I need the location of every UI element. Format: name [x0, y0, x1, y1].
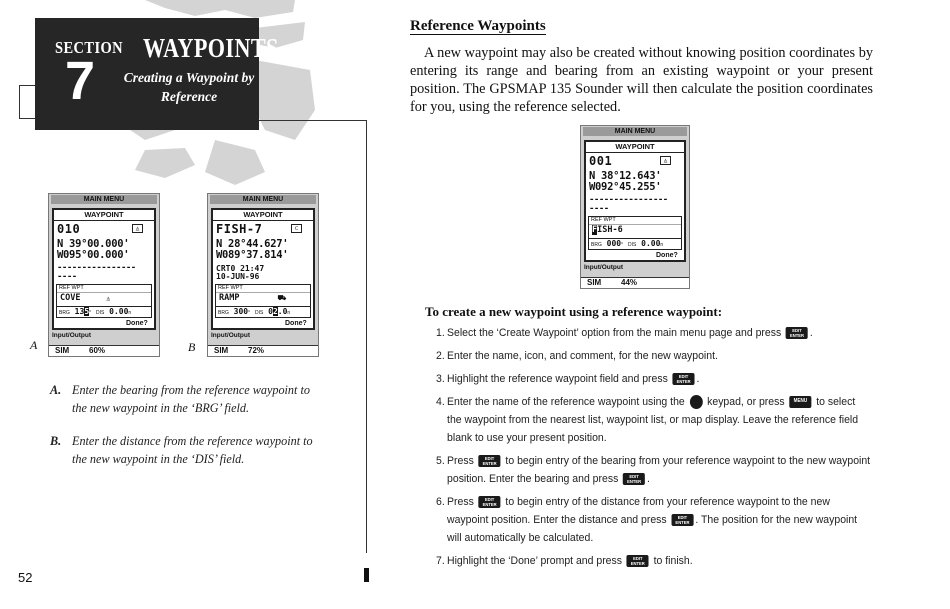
column-divider [366, 120, 367, 553]
reference-waypoint-box [215, 284, 311, 318]
step-4 [436, 393, 872, 447]
done-prompt[interactable]: Done? [126, 320, 148, 327]
step-number: 4. [436, 396, 445, 408]
dis-label: DIS [627, 242, 637, 248]
edit-enter-key-icon: EDIT ENTER [786, 327, 808, 339]
dis-unit: n [287, 310, 291, 316]
menu-key-icon: MENU [789, 396, 811, 408]
intro-paragraph: A new waypoint may also be created without knowing position coordinates by entering its range and bearing from an existing waypoint or your present position. The GPSMAP 135 Sounder will then calculate the position coordinates for you, using the reference selected. [410, 45, 873, 115]
ref-wpt-label: REF WPT [589, 217, 681, 225]
dis-label: DIS [95, 310, 105, 316]
brg-unit: ° [248, 310, 251, 316]
longitude: W092°45.255' [589, 181, 662, 193]
step-number: 6. [436, 496, 445, 508]
dis-field[interactable] [268, 307, 290, 316]
section-heading: Reference Waypoints [410, 18, 546, 34]
step-number: 2. [436, 350, 445, 362]
brg-field[interactable] [75, 307, 91, 316]
brg-label: BRG [218, 310, 229, 316]
sim-label: SIM [214, 346, 229, 355]
section-title: WAYPOINTS [143, 33, 279, 63]
ref-name-rest: ISH-6 [597, 225, 623, 235]
edit-enter-key-icon: EDIT ENTER [479, 455, 501, 467]
brg-dis-row [216, 306, 310, 317]
figure-label-a: A [30, 338, 38, 352]
sim-status-bar [581, 277, 689, 288]
step-text-mid: to begin entry of the distance from your reference waypoint to the new waypoint position. Enter the distance and press [447, 496, 830, 526]
input-output-item: Input/Output [52, 332, 91, 339]
sim-status-bar [49, 345, 159, 356]
edit-enter-key-icon: EDIT ENTER [623, 473, 645, 485]
dis-value: 0.00 [641, 239, 661, 248]
ref-wpt-label: REF WPT [216, 285, 310, 293]
ref-symbol-icon: ◬ [106, 295, 111, 302]
done-prompt[interactable]: Done? [656, 252, 678, 259]
waypoint-window [584, 140, 686, 262]
brg-value: 300 [233, 307, 249, 316]
step-number: 3. [436, 373, 445, 385]
brg-field[interactable] [234, 307, 250, 316]
edit-enter-key-icon: EDIT ENTER [673, 373, 695, 385]
step-text: Press [447, 496, 474, 508]
dis-unit: n [660, 242, 664, 248]
step-5 [436, 452, 872, 488]
ref-wpt-name-text: RAMP [219, 293, 240, 303]
comment-line-2: ---- [57, 272, 77, 282]
brg-field[interactable] [607, 239, 623, 248]
ref-name-cursor: F [592, 225, 598, 235]
sim-value: 60% [89, 346, 106, 355]
sim-value: 44% [621, 278, 638, 287]
section-number: 7 [65, 51, 96, 111]
latitude: N 39°00.000' [57, 238, 130, 250]
brg-label: BRG [59, 310, 70, 316]
gps-screen-a [48, 193, 160, 357]
waypoint-window [52, 208, 156, 330]
ref-wpt-name[interactable] [589, 225, 681, 236]
caption-text: Enter the distance from the reference waypoint to the new waypoint in the ‘DIS’ field. [72, 434, 313, 466]
dis-label: DIS [254, 310, 264, 316]
caption-letter: B. [50, 434, 62, 448]
step-text: Select the ‘Create Waypoint’ option from the main menu page and press [447, 327, 782, 339]
brg-label: BRG [591, 242, 602, 248]
column-marker [364, 568, 369, 582]
section-header [35, 18, 279, 130]
step-text-end: . [809, 327, 813, 339]
sim-label: SIM [587, 278, 602, 287]
window-title: WAYPOINT [54, 210, 154, 221]
step-text-mid: to begin entry of the bearing from your reference waypoint to the new waypoint position. Enter the bearing and press [447, 455, 871, 485]
step-text: Enter the name, icon, and comment, for the new waypoint. [447, 350, 718, 362]
dis-unit: n [128, 310, 132, 316]
comment-line-1: ---------------- [589, 195, 668, 205]
dis-value-post: .0 [277, 307, 288, 316]
brg-dis-row [57, 306, 151, 317]
step-text-end: . [646, 473, 650, 485]
step-7 [436, 552, 872, 570]
step-text-end: . The position for the new waypoint will automatically be calculated. [447, 514, 858, 544]
longitude: W089°37.814' [216, 249, 289, 261]
reference-waypoint-box [588, 216, 682, 250]
dis-value-pre: 0 [268, 307, 273, 316]
done-prompt[interactable]: Done? [285, 320, 307, 327]
sim-value: 72% [248, 346, 265, 355]
waypoint-ident: 001 [589, 154, 613, 168]
step-text-mid: keypad, or press [707, 396, 785, 408]
dis-field[interactable] [109, 307, 131, 316]
dis-cursor: 2 [272, 307, 278, 316]
step-text: Highlight the ‘Done’ prompt and press [447, 555, 622, 567]
step-text: Press [447, 455, 474, 467]
waypoint-symbol-icon: ◬ [660, 156, 671, 165]
step-text: Highlight the reference waypoint field and press [447, 373, 668, 385]
waypoint-ident: 010 [57, 222, 81, 236]
comment-line-1: CRT0 21:47 [216, 264, 265, 273]
comment-line-1: ---------------- [57, 263, 136, 273]
step-2 [436, 347, 872, 365]
fish-symbol-icon: ⊂ [291, 224, 302, 233]
input-output-item: Input/Output [584, 264, 623, 271]
waypoint-window [211, 208, 315, 330]
latitude: N 28°44.627' [216, 238, 289, 250]
brg-value: 13 [74, 307, 85, 316]
step-text-end: to finish. [653, 555, 693, 567]
caption-a [50, 381, 320, 417]
brg-cursor: 5 [84, 307, 90, 316]
edit-enter-key-icon: EDIT ENTER [671, 514, 693, 526]
step-text-end: to select the waypoint from the nearest list, waypoint list, or map display. Leave the reference field blank to use your present position. [447, 396, 859, 444]
step-number: 7. [436, 555, 445, 567]
input-output-item: Input/Output [211, 332, 250, 339]
step-3 [436, 370, 872, 388]
longitude: W095°00.000' [57, 249, 130, 261]
step-6 [436, 493, 872, 547]
procedure-heading: To create a new waypoint using a reference waypoint: [425, 304, 723, 319]
brg-dis-row [589, 238, 681, 249]
section-bracket [19, 85, 35, 119]
header-rule [259, 120, 367, 121]
steps-list [436, 324, 872, 575]
step-text: Enter the name of the reference waypoint using the [447, 396, 685, 408]
ref-wpt-label: REF WPT [57, 285, 151, 293]
main-menu-bar: MAIN MENU [210, 195, 316, 204]
brg-unit: ° [89, 310, 92, 316]
step-1 [436, 324, 872, 342]
ref-wpt-name-text: COVE [60, 293, 81, 303]
main-menu-bar: MAIN MENU [51, 195, 157, 204]
sim-label: SIM [55, 346, 70, 355]
waypoint-symbol-icon: ◬ [132, 224, 143, 233]
ramp-symbol-icon: ⛟ [277, 294, 287, 302]
window-title: WAYPOINT [586, 142, 684, 153]
sim-status-bar [208, 345, 318, 356]
caption-letter: A. [50, 383, 62, 397]
comment-line-2: 10-JUN-96 [216, 272, 260, 281]
page-number: 52 [18, 570, 33, 585]
gps-screen-b [207, 193, 319, 357]
arrow-keypad-icon [689, 395, 702, 409]
dis-field[interactable] [641, 239, 663, 248]
latitude: N 38°12.643' [589, 170, 662, 182]
ref-wpt-name[interactable] [57, 293, 151, 304]
gps-screen-c [580, 125, 690, 289]
caption-b [50, 432, 320, 468]
comment-line-2: ---- [589, 204, 609, 214]
brg-unit: ° [621, 242, 624, 248]
window-title: WAYPOINT [213, 210, 313, 221]
edit-enter-key-icon: EDIT ENTER [627, 555, 649, 567]
section-subtitle: Creating a Waypoint by Reference [123, 70, 255, 104]
edit-enter-key-icon: EDIT ENTER [479, 496, 501, 508]
step-number: 1. [436, 327, 445, 339]
dis-value: 0.00 [109, 307, 129, 316]
brg-value: 000 [606, 239, 622, 248]
reference-waypoint-box [56, 284, 152, 318]
ref-wpt-name[interactable] [216, 293, 310, 304]
step-text-end: . [696, 373, 700, 385]
main-menu-bar: MAIN MENU [583, 127, 687, 136]
caption-text: Enter the bearing from the reference waypoint to the new waypoint in the ‘BRG’ field. [72, 383, 310, 415]
section-word: SECTION [55, 38, 124, 57]
waypoint-ident: FISH-7 [216, 222, 263, 236]
figure-label-b: B [188, 340, 196, 354]
step-number: 5. [436, 455, 445, 467]
